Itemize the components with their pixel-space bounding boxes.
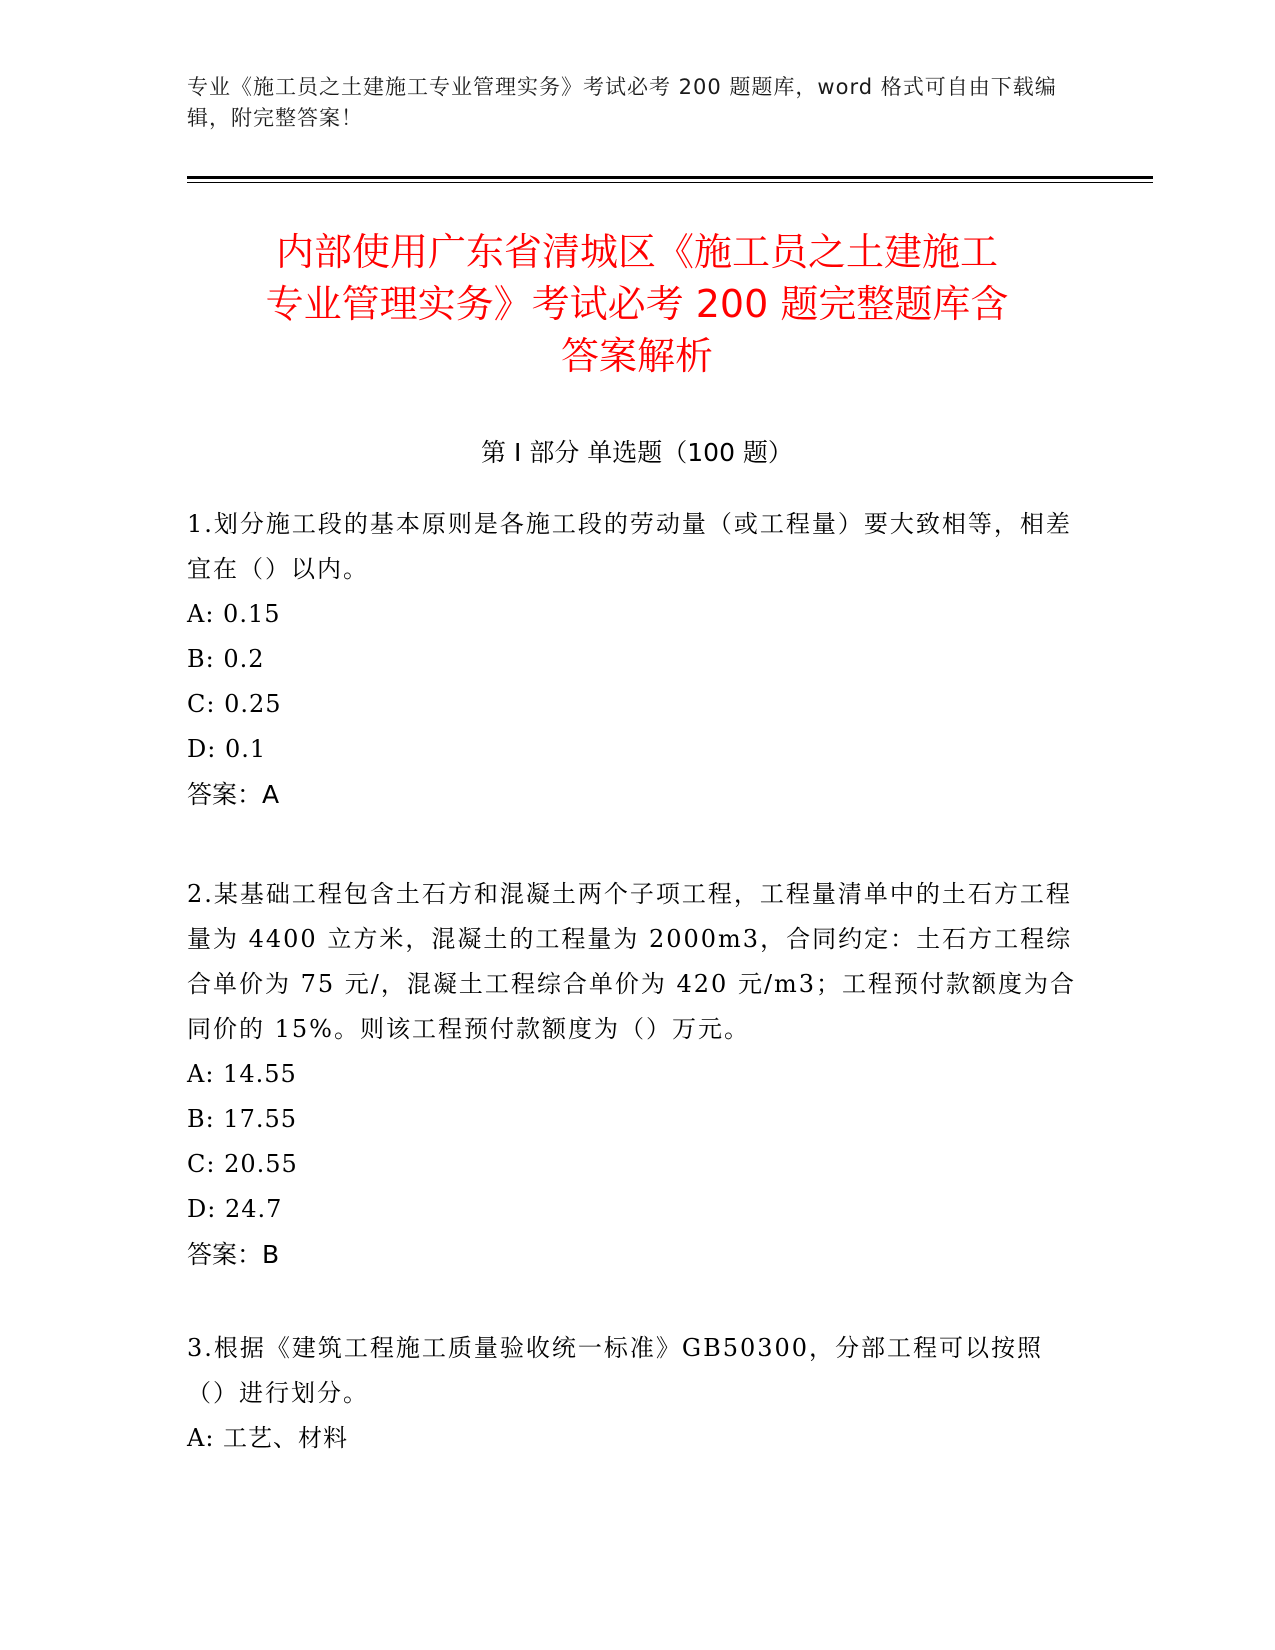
title-line: 专业管理实务》考试必考 200 题完整题库含	[265, 282, 1009, 326]
question-text: 2.某基础工程包含土石方和混凝土两个子项工程，工程量清单中的土石方工程量为 4400 立方米，混凝土的工程量为 2000m3，合同约定：土石方工程综合单价为 75 元/，混凝土工程综合单价为 420 元/m3；工程预付款额度为合同价的 15%。则该工程预付款额度为（）万元。	[187, 880, 1077, 1043]
header-note: 专业《施工员之土建施工专业管理实务》考试必考 200 题题库，word 格式可自由下载编辑，附完整答案！	[187, 75, 1057, 130]
question-3	[187, 1326, 1077, 1461]
option-a: A: 工艺、材料	[187, 1424, 349, 1452]
title-line: 内部使用广东省清城区《施工员之土建施工	[275, 230, 998, 274]
option-c: C: 20.55	[187, 1150, 298, 1178]
answer: 答案：A	[187, 780, 280, 809]
option-b: B: 17.55	[187, 1105, 298, 1133]
option-d: D: 24.7	[187, 1195, 283, 1223]
title-line: 答案解析	[560, 334, 713, 378]
header-rule-thin	[187, 182, 1153, 183]
question-text: 3.根据《建筑工程施工质量验收统一标准》GB50300，分部工程可以按照（）进行划分。	[187, 1334, 1044, 1407]
option-c: C: 0.25	[187, 690, 282, 718]
option-d: D: 0.1	[187, 735, 267, 763]
document-title	[187, 226, 1087, 382]
question-text: 1.划分施工段的基本原则是各施工段的劳动量（或工程量）要大致相等，相差宜在（）以内。	[187, 510, 1072, 583]
header-rule-thick	[187, 176, 1153, 179]
option-b: B: 0.2	[187, 645, 265, 673]
question-1	[187, 502, 1077, 817]
option-a: A: 0.15	[187, 600, 281, 628]
question-2	[187, 872, 1077, 1277]
answer: 答案：B	[187, 1240, 280, 1269]
section-heading: 第 I 部分 单选题（100 题）	[481, 438, 793, 467]
option-a: A: 14.55	[187, 1060, 297, 1088]
